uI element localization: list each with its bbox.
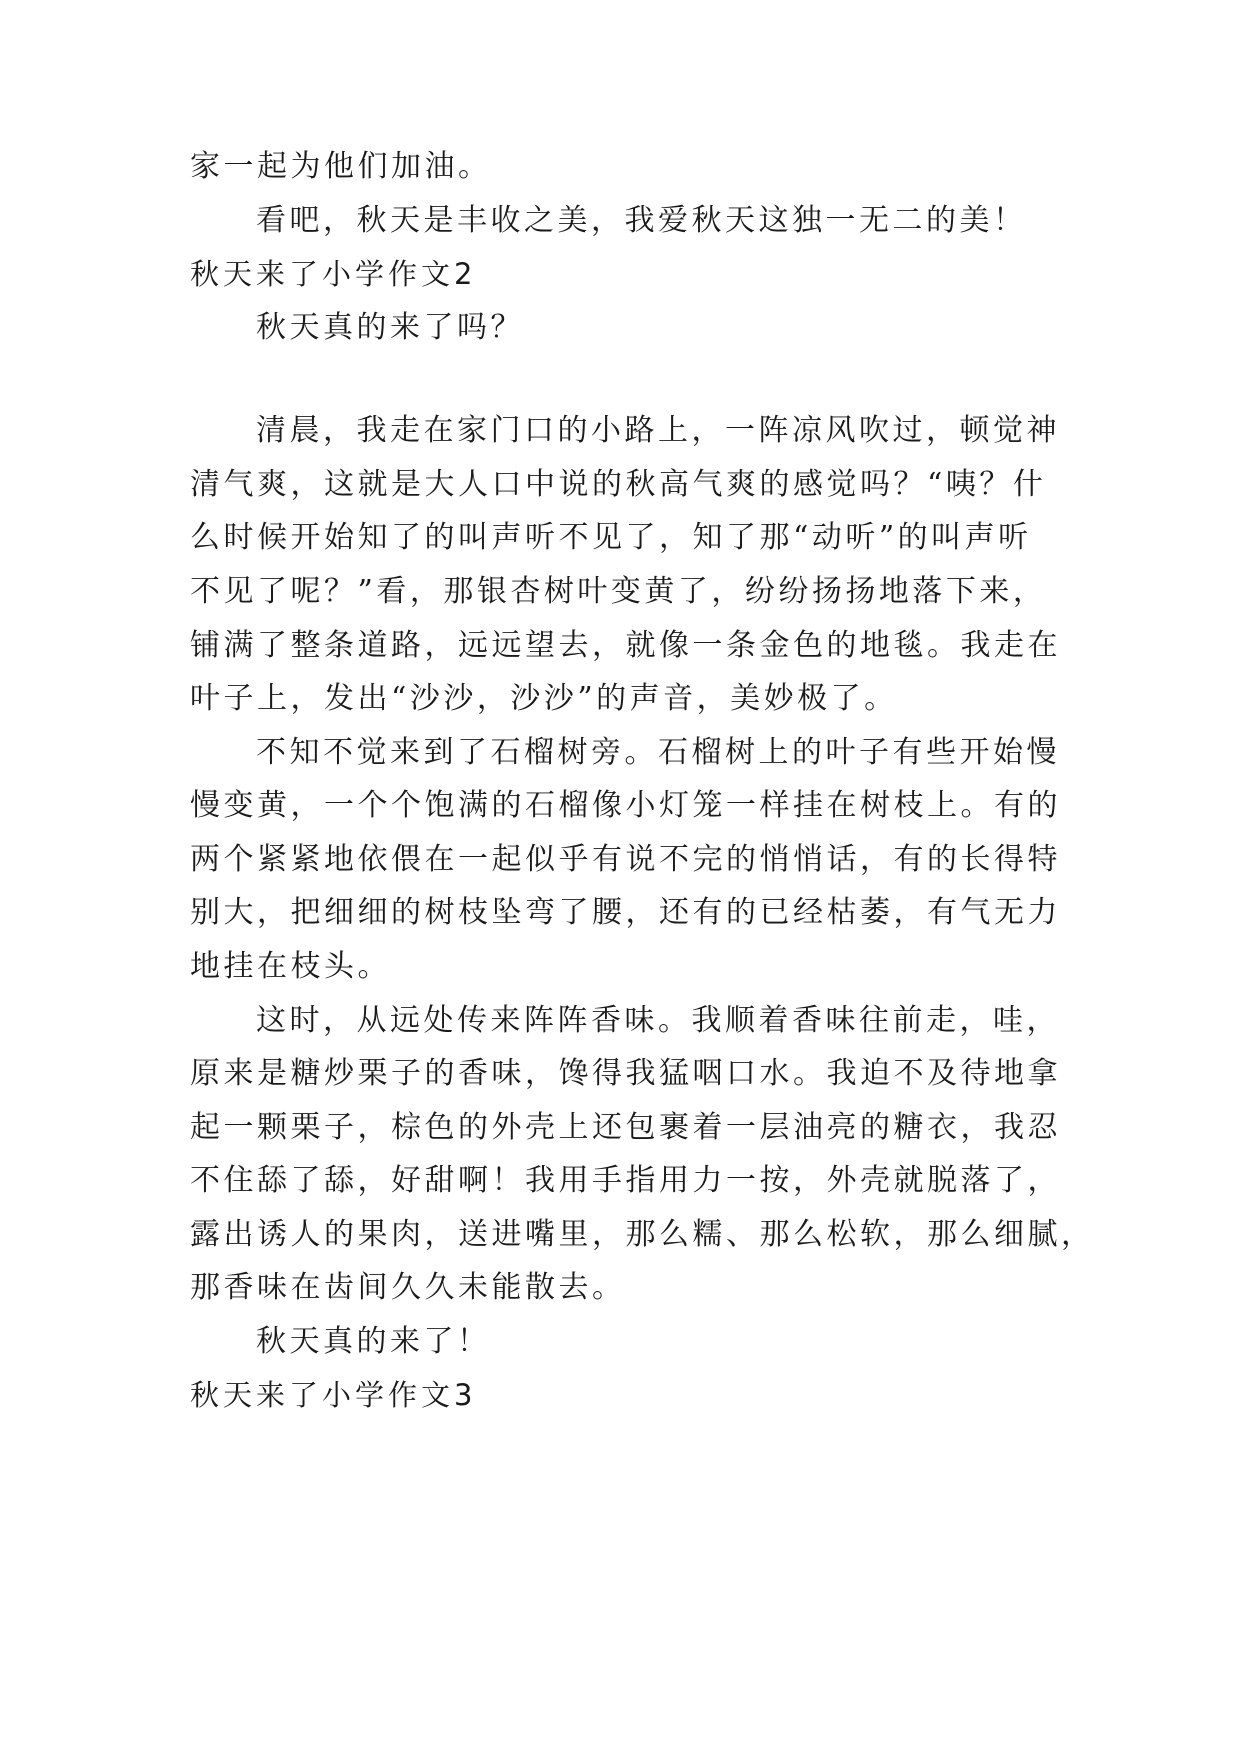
body-text-line: 秋天真的来了吗？	[256, 310, 524, 345]
body-text-line: 露出诱人的果肉，送进嘴里，那么糯、那么松软，那么细腻，	[190, 1217, 1095, 1252]
body-text-line: 别大，把细细的树枝坠弯了腰，还有的已经枯萎，有气无力	[190, 895, 1061, 930]
body-text-line: 不知不觉来到了石榴树旁。石榴树上的叶子有些开始慢	[256, 735, 1060, 770]
body-text-line: 慢变黄，一个个饱满的石榴像小灯笼一样挂在树枝上。有的	[190, 788, 1061, 823]
body-text-line: 不见了呢？”看，那银杏树叶变黄了，纷纷扬扬地落下来，	[190, 574, 1047, 609]
body-text-line: 地挂在枝头。	[190, 949, 391, 984]
body-text-line: 两个紧紧地依偎在一起似乎有说不完的悄悄话，有的长得特	[190, 842, 1061, 877]
body-text-line: 原来是糖炒栗子的香味，馋得我猛咽口水。我迫不及待地拿	[190, 1056, 1061, 1091]
body-text-line: 叶子上，发出“沙沙，沙沙”的声音，美妙极了。	[190, 681, 898, 716]
body-text-line: 么时候开始知了的叫声听不见了，知了那“动听”的叫声听	[190, 520, 1032, 555]
body-text-line: 这时，从远处传来阵阵香味。我顺着香味往前走，哇，	[256, 1003, 1060, 1038]
body-text-line: 看吧，秋天是丰收之美，我爱秋天这独一无二的美！	[256, 203, 1027, 238]
body-text-line: 清气爽，这就是大人口中说的秋高气爽的感觉吗？“咦？什	[190, 467, 1047, 502]
body-text-line: 家一起为他们加油。	[190, 149, 492, 184]
body-text-line: 清晨，我走在家门口的小路上，一阵凉风吹过，顿觉神	[256, 413, 1060, 448]
body-text-line: 那香味在齿间久久未能散去。	[190, 1270, 626, 1305]
body-text-line: 不住舔了舔，好甜啊！我用手指用力一按，外壳就脱落了，	[190, 1163, 1061, 1198]
body-text-line: 铺满了整条道路，远远望去，就像一条金色的地毯。我走在	[190, 628, 1061, 663]
body-text-line: 秋天真的来了！	[256, 1324, 491, 1359]
essay-title: 秋天来了小学作文2	[190, 257, 477, 291]
body-text-line: 起一颗栗子，棕色的外壳上还包裹着一层油亮的糖衣，我忍	[190, 1110, 1061, 1145]
essay-title: 秋天来了小学作文3	[190, 1378, 477, 1412]
